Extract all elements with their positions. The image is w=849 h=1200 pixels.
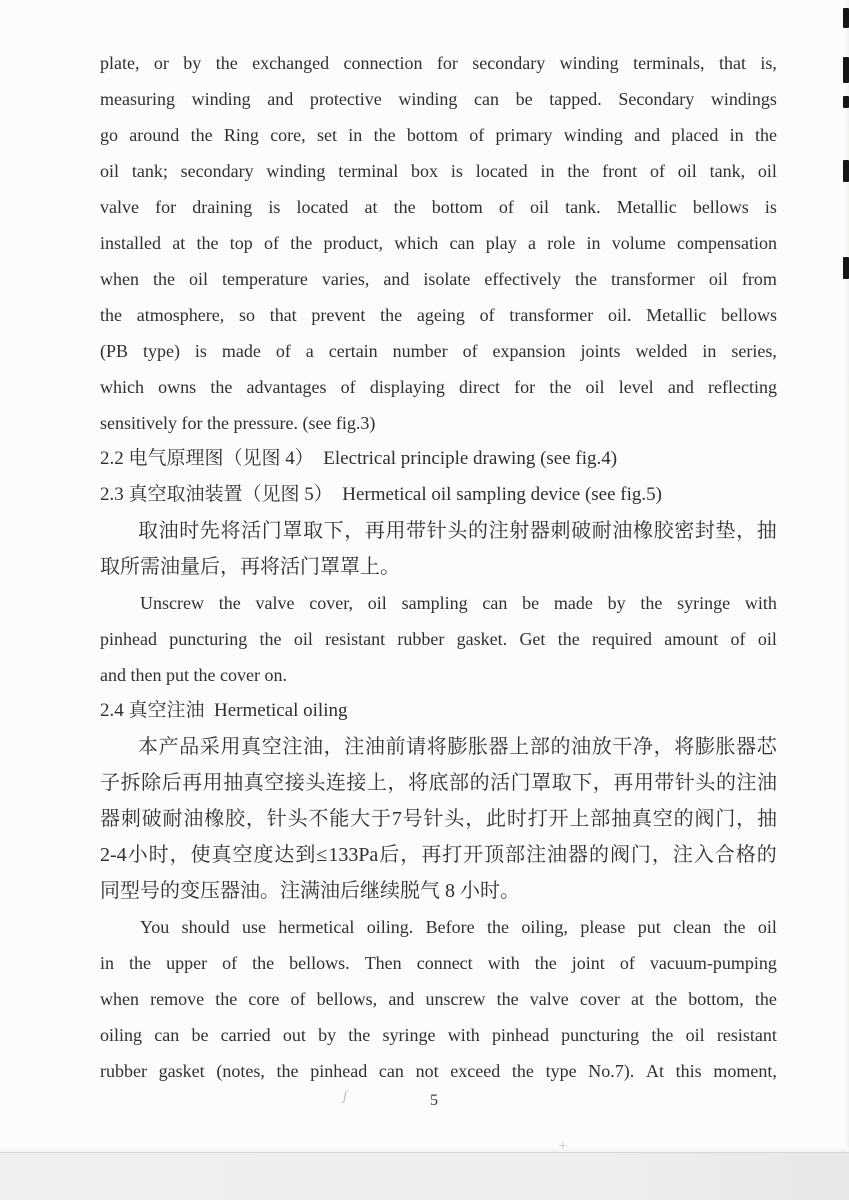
text-line: pinhead puncturing the oil resistant rubber gasket. Get the required amount of oil	[100, 629, 777, 649]
text-line: You should use hermetical oiling. Before the oiling, please put clean the oil	[140, 917, 777, 937]
text-line: 取 油 时 先 将 活 门 罩 取 下 ， 再 用 带 针 头 的 注 射 器 刺 破 耐 油 橡 胶 密 封 垫 ， 抽	[138, 520, 777, 542]
text-line: 2.4 真空注油 Hermetical oiling	[100, 700, 348, 721]
text-line: sensitively for the pressure. (see fig.3)	[100, 413, 376, 433]
text-line: which owns the advantages of displaying direct for the oil level and reflecting	[100, 377, 777, 397]
cjk-hermetical-oiling-paragraph	[100, 729, 777, 909]
english-hermetical-oiling-paragraph	[100, 909, 777, 1089]
scan-edge-mark	[843, 8, 849, 28]
text-line: rubber gasket (notes, the pinhead can not exceed the type No.7). At this moment,	[100, 1061, 777, 1081]
text-line: go around the Ring core, set in the bottom of primary winding and placed in the	[100, 125, 777, 145]
scanner-bed-band	[0, 1152, 849, 1200]
text-line: 器 刺 破 耐 油 橡 胶 ， 针 头 不 能 大 于 7 号 针 头 ， 此 时 打 开 上 部 抽 真 空 的 阀 门 ， 抽	[100, 808, 777, 830]
text-line: Unscrew the valve cover, oil sampling can be made by the syringe with	[140, 593, 777, 613]
text-line: installed at the top of the product, which can play a role in volume compensation	[100, 233, 777, 253]
text-line: the atmosphere, so that prevent the ageing of transformer oil. Metallic bellows	[100, 305, 777, 325]
text-line: and then put the cover on.	[100, 665, 287, 685]
scan-edge-mark	[843, 160, 849, 182]
scan-edge-mark	[843, 96, 849, 108]
text-line: (PB type) is made of a certain number of expansion joints welded in series,	[100, 341, 777, 361]
cjk-oil-sampling-paragraph	[100, 513, 777, 585]
scan-edge-mark	[843, 57, 849, 83]
text-line: in the upper of the bellows. Then connect with the joint of vacuum-pumping	[100, 953, 777, 973]
text-line: 子 拆 除 后 再 用 抽 真 空 接 头 连 接 上 ， 将 底 部 的 活 门 罩 取 下 ， 再 用 带 针 头 的 注 油	[100, 772, 777, 794]
page-number: 5	[430, 1092, 438, 1109]
text-line: when remove the core of bellows, and unscrew the valve cover at the bottom, the	[100, 989, 777, 1009]
text-line: 2.2 电气原理图（见图 4） Electrical principle drawing (see fig.4)	[100, 448, 618, 469]
scan-stray-mark: +	[558, 1139, 568, 1154]
english-oil-sampling-paragraph	[100, 585, 777, 693]
text-line: 2.3 真空取油装置（见图 5） Hermetical oil sampling device (see fig.5)	[100, 484, 662, 505]
text-line: when the oil temperature varies, and isolate effectively the transformer oil from	[100, 269, 777, 289]
text-line: measuring winding and protective winding can be tapped. Secondary windings	[100, 89, 777, 109]
heading-2-3	[100, 477, 777, 513]
text-column	[100, 45, 777, 1089]
text-line: 2-4 小 时 ， 使 真 空 度 达 到 ≤ 133Pa 后 ， 再 打 开 顶 部 注 油 器 的 阀 门 ， 注 入 合 格 的	[100, 844, 777, 866]
text-line: 本 产 品 采 用 真 空 注 油 ， 注 油 前 请 将 膨 胀 器 上 部 的 油 放 干 净 ， 将 膨 胀 器 芯	[138, 736, 777, 758]
heading-2-4	[100, 693, 777, 729]
heading-2-2	[100, 441, 777, 477]
intro-paragraph-continuation	[100, 45, 777, 441]
text-line: oiling can be carried out by the syringe with pinhead puncturing the oil resistant	[100, 1025, 777, 1045]
text-line: oil tank; secondary winding terminal box is located in the front of oil tank, oil	[100, 161, 777, 181]
scan-stray-mark: ʃ	[343, 1089, 348, 1104]
text-line: 同型号的变压器油。注满油后继续脱气 8 小时。	[100, 880, 520, 902]
text-line: valve for draining is located at the bottom of oil tank. Metallic bellows is	[100, 197, 777, 217]
text-line: 取所需油量后，再将活门罩罩上。	[100, 556, 400, 578]
scan-edge-mark	[843, 257, 849, 279]
text-line: plate, or by the exchanged connection for secondary winding terminals, that is,	[100, 53, 777, 73]
